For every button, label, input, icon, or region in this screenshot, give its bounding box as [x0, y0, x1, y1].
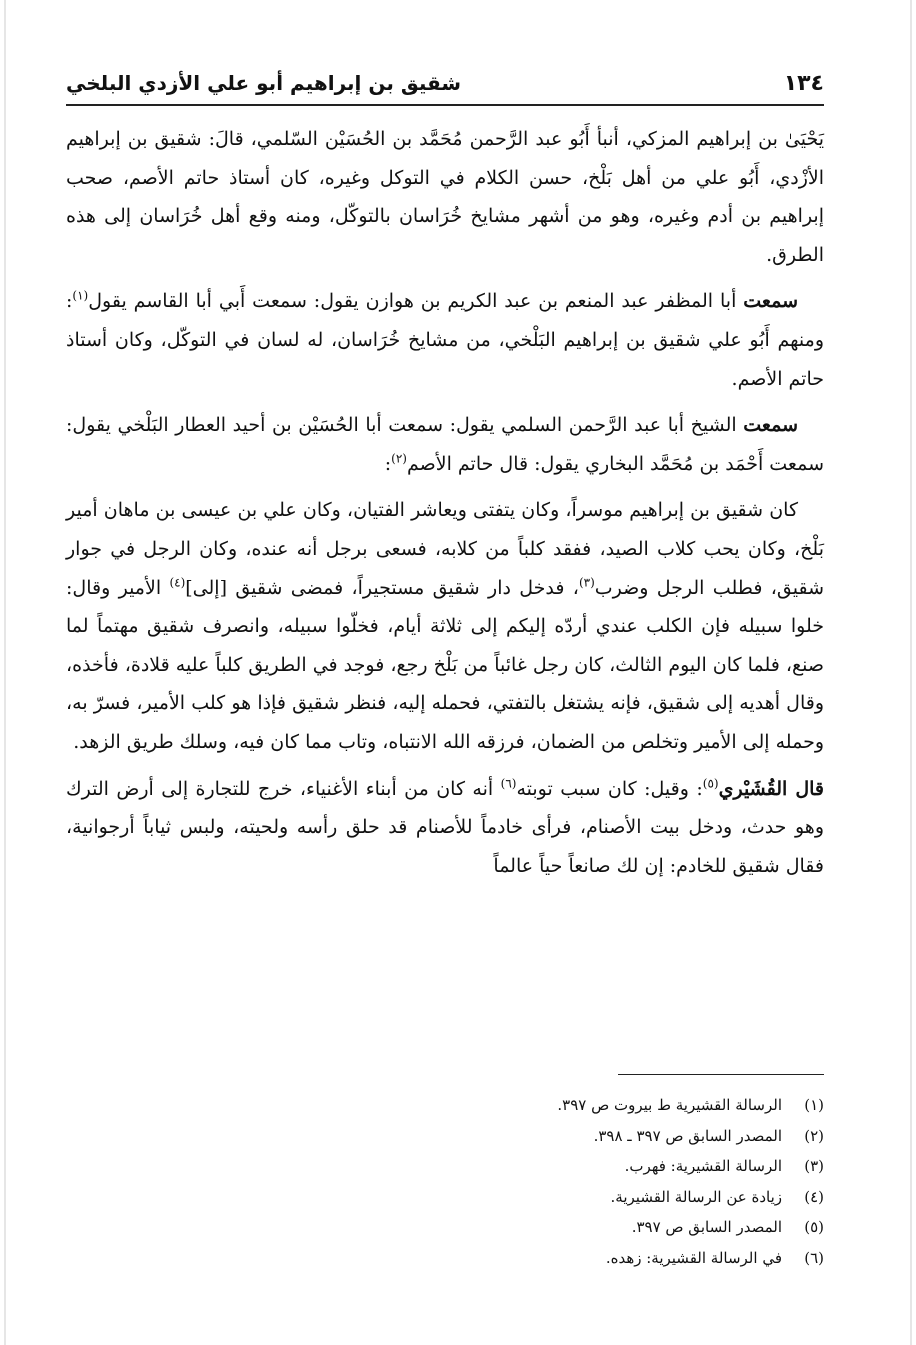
footnote-ref: (٣): [578, 575, 595, 590]
running-title: شقيق بن إبراهيم أبو علي الأزدي البلخي: [66, 71, 462, 95]
footnote-number: (٢): [804, 1126, 824, 1145]
footnote-text: المصدر السابق ص ٣٩٧.: [631, 1218, 782, 1236]
paragraph-text: أنه كان من أبناء الأغنياء، خرج للتجارة إلى أرض الترك وهو حدث، ودخل بيت الأصنام، فرأى خادماً للأصنام قد حلق رأسه ولحيته، ولبس ثياباً أرجوانية، فقال شقيق للخادم: إن لك صانعاً حياً عالماً: [66, 777, 824, 877]
paragraph-text: : وقيل: كان سبب توبته: [516, 777, 703, 800]
footnote-item: [66, 1090, 824, 1121]
scan-edge-left: [4, 0, 6, 1345]
footnote-separator: [618, 1074, 824, 1075]
footnote-number: (٣): [804, 1157, 824, 1175]
paragraph-text: يَحْيَىٰ بن إبراهيم المزكي، أنبأ أَبُو عبد الرَّحمن مُحَمَّد بن الحُسَيْن السّلمي، قالَ: شقيق بن إبراهيم الأزْدي، أَبُو علي من أهل بَلْخ، حسن الكلام في التوكل وغيره، كان أستاذ حاتم الأصم، صحب إبراهيم بن أدم وغيره، وهو من أشهر مشايخ خُرَاسان بالتوكّل، ومنه وقع أهل خُرَاسان إلى هذه الطرق.: [66, 128, 824, 266]
footnote-ref: (٤): [169, 575, 186, 590]
page-body: [66, 120, 824, 893]
paragraph-text: أبا المظفر عبد المنعم بن عبد الكريم بن هوازن يقول: سمعت أَبي أبا القاسم يقول: [88, 290, 744, 313]
footnote-text: في الرسالة القشيرية: زهده.: [605, 1248, 782, 1267]
paragraph-1: [66, 120, 824, 274]
paragraph-text: : ومنهم أَبُو علي شقيق بن إبراهيم البَلْخي، من مشايخ خُرَاسان، له لسان في التوكّل، وكان أستاذ حاتم الأصم.: [66, 290, 824, 390]
footnote-number: (١): [804, 1096, 824, 1114]
footnote-ref: (٥): [702, 776, 719, 791]
scan-edge-right: [910, 0, 912, 1345]
footnote-item: [66, 1243, 824, 1274]
footnote-item: [66, 1212, 824, 1243]
footnote-item: [66, 1151, 824, 1182]
paragraph-lead: سمعت: [743, 414, 798, 437]
footnote-number: (٦): [804, 1248, 824, 1267]
footnote-ref: (٦): [500, 776, 517, 791]
paragraph-lead: سمعت: [743, 290, 798, 313]
paragraph-4: [66, 491, 824, 761]
paragraph-text: :: [384, 452, 392, 475]
footnote-ref: (٢): [391, 451, 407, 466]
footnote-ref: (١): [72, 289, 89, 304]
footnote-text: الرسالة القشيرية ط بيروت ص ٣٩٧.: [557, 1096, 782, 1114]
header-rule: [66, 104, 824, 106]
paragraph-text: الأمير وقال: خلوا سبيله فإن الكلب عندي أردّه إليكم إلى ثلاثة أيام، فخلّوا سبيله، وانصرف شقيق مهتماً لما صنع، فلما كان اليوم الثالث، كان رجل غائباً من بَلْخ رجع، فوجد في الطريق كلباً عليه قلادة، فأخذه، وقال أهديه إلى شقيق، فإنه يشتغل بالتفتي، فحمله إليه، فنظر شقيق فإذا هو كلب الأمير، فسرّ به، وحمله إلى الأمير وتخلص من الضمان، فرزقه الله الانتباه، وتاب مما كان فيه، وسلك طريق الزهد.: [66, 576, 824, 753]
footnote-number: (٤): [804, 1187, 824, 1206]
paragraph-text: كان شقيق بن إبراهيم موسراً، وكان يتفتى ويعاشر الفتيان، وكان علي بن عيسى بن ماهان أمير بَلْخ، وكان يحب كلاب الصيد، ففقد كلباً من كلابه، فسعى برجل أنه عنده، وكان الرجل في جوار شقيق، فطلب الرجل وضرب: [66, 499, 824, 599]
footnotes: [66, 1090, 824, 1273]
paragraph-text: ، فدخل دار شقيق مستجيراً، فمضى شقيق [إلى]: [185, 576, 579, 599]
footnote-text: الرسالة القشيرية: فهرب.: [624, 1157, 782, 1175]
footnote-text: المصدر السابق ص ٣٩٧ ـ ٣٩٨.: [593, 1126, 782, 1145]
footnote-text: زيادة عن الرسالة القشيرية.: [610, 1187, 782, 1206]
page-header: [66, 66, 824, 100]
footnote-number: (٥): [804, 1218, 824, 1236]
paragraph-lead: قال القُشَيْري: [718, 777, 824, 800]
book-page: [66, 52, 824, 1332]
paragraph-text: الشيخ أبا عبد الرَّحمن السلمي يقول: سمعت أبا الحُسَيْن بن أحيد العطار البَلْخي يقول: سمعت أَحْمَد بن مُحَمَّد البخاري يقول: قال حاتم الأصم: [66, 414, 824, 475]
paragraph-5: [66, 770, 824, 886]
page-number: ١٣٤: [783, 70, 824, 96]
footnote-item: [66, 1121, 824, 1152]
footnote-item: [66, 1182, 824, 1213]
paragraph-2: [66, 282, 824, 398]
paragraph-3: [66, 406, 824, 483]
